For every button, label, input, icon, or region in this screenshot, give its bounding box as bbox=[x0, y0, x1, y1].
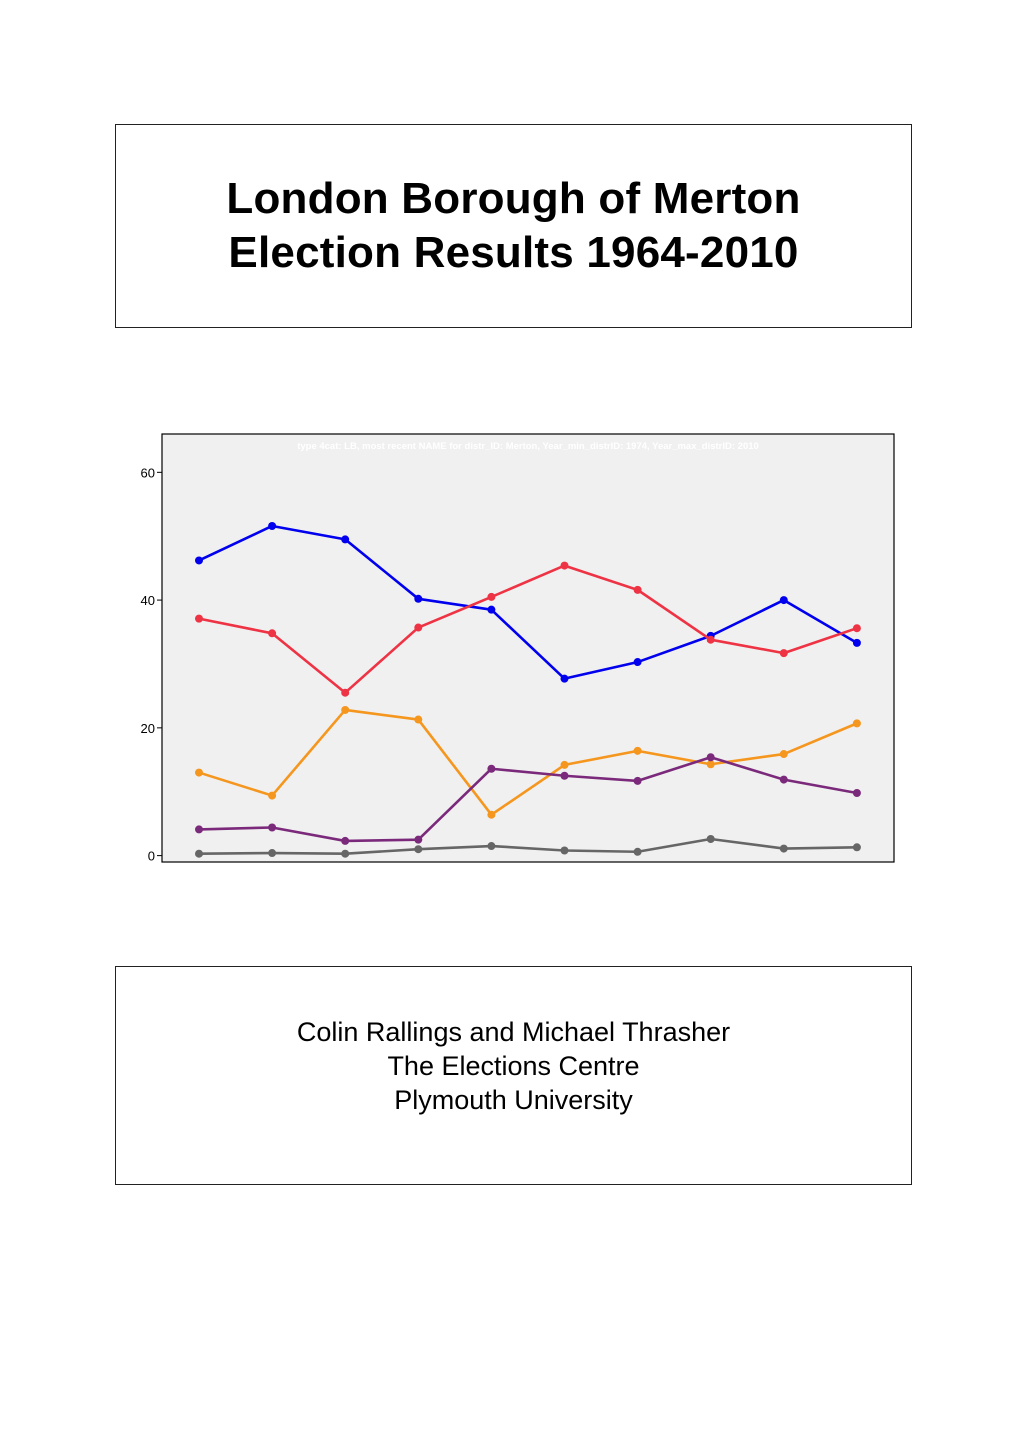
series-1-point-3 bbox=[341, 535, 349, 543]
series-1-point-10 bbox=[853, 639, 861, 647]
series-2-point-7 bbox=[634, 586, 642, 594]
series-3-point-6 bbox=[561, 761, 569, 769]
series-1-point-7 bbox=[634, 658, 642, 666]
page-title-line-2: Election Results 1964-2010 bbox=[228, 228, 799, 277]
series-5-point-3 bbox=[341, 850, 349, 858]
series-4-point-3 bbox=[341, 837, 349, 845]
series-5-point-1 bbox=[195, 850, 203, 858]
series-1-point-1 bbox=[195, 556, 203, 564]
series-5-point-2 bbox=[268, 849, 276, 857]
credit-university: Plymouth University bbox=[394, 1085, 633, 1115]
series-2-point-9 bbox=[780, 649, 788, 657]
series-2-point-1 bbox=[195, 615, 203, 623]
series-2-point-4 bbox=[414, 624, 422, 632]
series-5-point-9 bbox=[780, 845, 788, 853]
series-3-point-4 bbox=[414, 716, 422, 724]
series-3-point-7 bbox=[634, 747, 642, 755]
series-3-point-8 bbox=[707, 760, 715, 768]
series-5-point-7 bbox=[634, 848, 642, 856]
credit-centre: The Elections Centre bbox=[387, 1051, 640, 1081]
series-2-point-2 bbox=[268, 629, 276, 637]
series-1-point-6 bbox=[561, 675, 569, 683]
chart-svg bbox=[120, 430, 900, 870]
series-3-point-2 bbox=[268, 792, 276, 800]
credits-box bbox=[115, 966, 912, 1185]
y-tick-label-60: 60 bbox=[140, 465, 155, 481]
series-5-point-5 bbox=[487, 842, 495, 850]
series-5-point-6 bbox=[561, 847, 569, 855]
title-box bbox=[115, 124, 912, 328]
series-1-point-5 bbox=[487, 606, 495, 614]
page-title-line-1: London Borough of Merton bbox=[226, 174, 801, 223]
series-5-point-8 bbox=[707, 835, 715, 843]
credit-authors: Colin Rallings and Michael Thrasher bbox=[296, 1017, 731, 1047]
series-1-point-9 bbox=[780, 596, 788, 604]
series-4-point-9 bbox=[780, 776, 788, 784]
y-tick-label-0: 0 bbox=[147, 848, 155, 864]
series-2-point-8 bbox=[707, 636, 715, 644]
series-4-point-4 bbox=[414, 836, 422, 844]
series-3-point-10 bbox=[853, 719, 861, 727]
series-3-point-3 bbox=[341, 706, 349, 714]
chart-title: type 4cat: LB, most recent NAME for distr_ID: Merton, Year_min_distrID: 1974, Year_max_distrID: 2010 bbox=[297, 441, 759, 452]
series-4-point-10 bbox=[853, 789, 861, 797]
series-1-point-4 bbox=[414, 595, 422, 603]
series-5-point-4 bbox=[414, 845, 422, 853]
y-tick-label-40: 40 bbox=[140, 593, 155, 609]
series-2-point-3 bbox=[341, 689, 349, 697]
series-2-point-5 bbox=[487, 593, 495, 601]
series-4-point-1 bbox=[195, 825, 203, 833]
series-4-point-8 bbox=[707, 753, 715, 761]
series-3-point-5 bbox=[487, 811, 495, 819]
series-2-point-10 bbox=[853, 624, 861, 632]
y-tick-label-20: 20 bbox=[140, 720, 155, 736]
series-4-point-2 bbox=[268, 824, 276, 832]
line-chart bbox=[120, 430, 900, 870]
series-4-point-6 bbox=[561, 772, 569, 780]
series-3-point-1 bbox=[195, 769, 203, 777]
series-1-point-2 bbox=[268, 522, 276, 530]
series-4-point-5 bbox=[487, 765, 495, 773]
series-2-point-6 bbox=[561, 562, 569, 570]
series-5-point-10 bbox=[853, 843, 861, 851]
series-3-point-9 bbox=[780, 750, 788, 758]
series-4-point-7 bbox=[634, 777, 642, 785]
